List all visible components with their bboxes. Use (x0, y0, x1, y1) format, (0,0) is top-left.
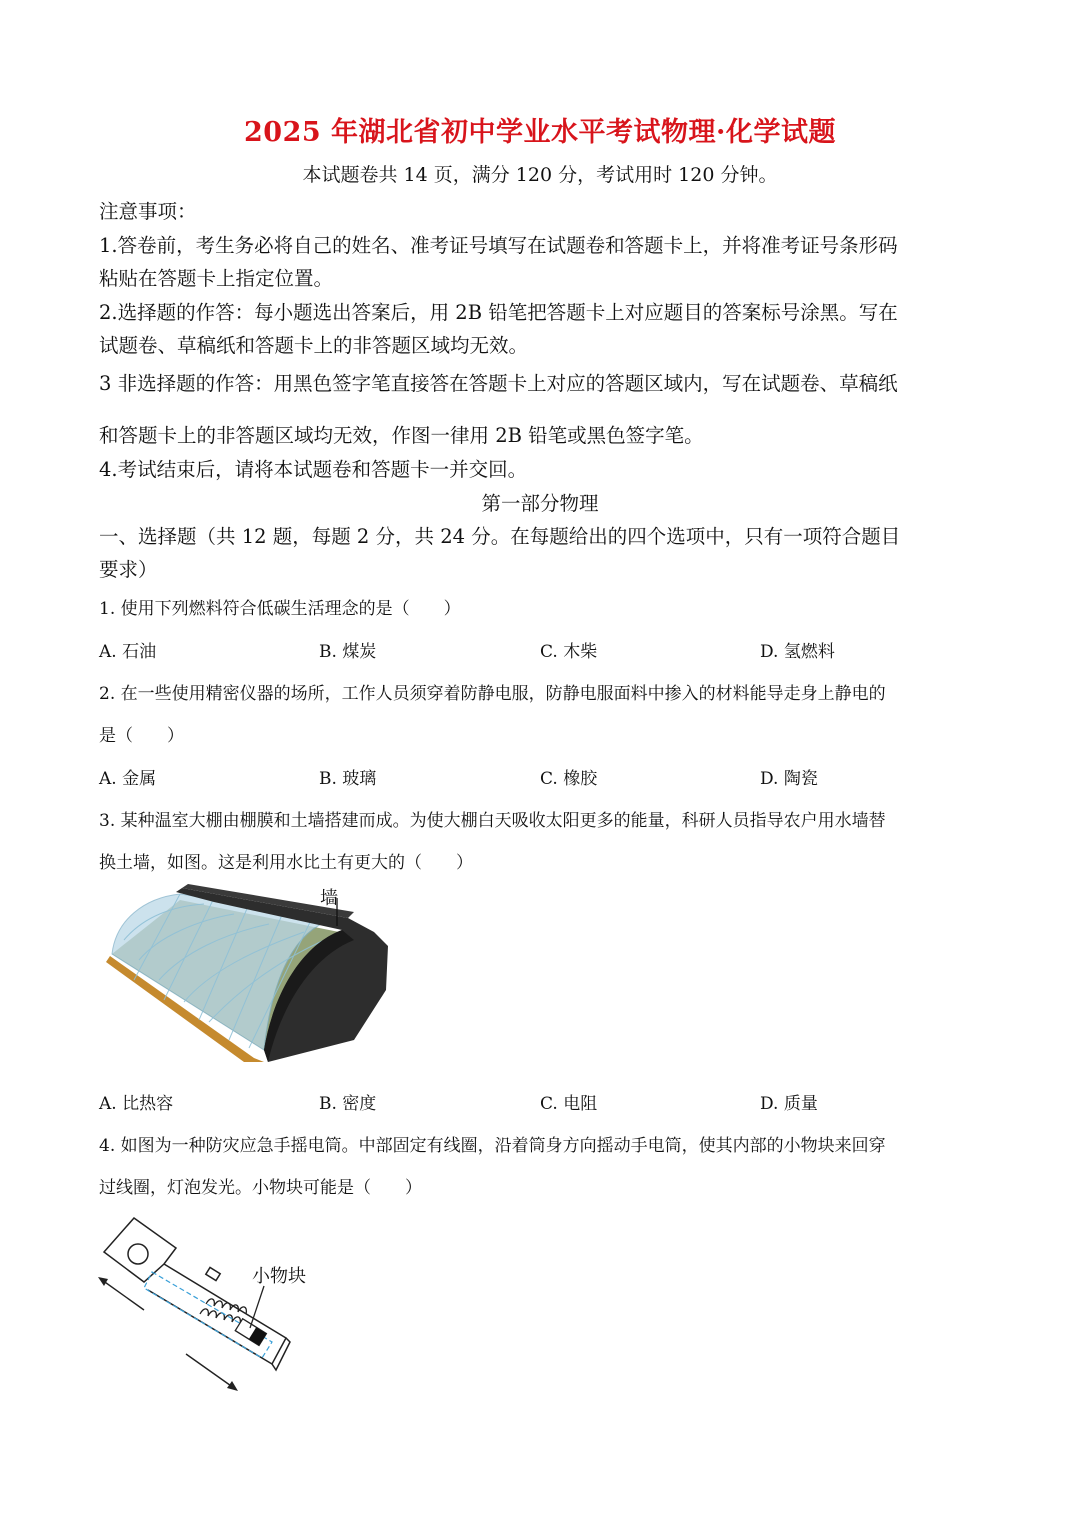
section-heading-cont: 要求） (99, 558, 158, 581)
greenhouse-figure (104, 880, 394, 1070)
question-3-cont: 换土墙，如图。这是利用水比土有更大的（ ） (99, 853, 473, 873)
q3-option-d: D. 质量 (760, 1094, 818, 1114)
question-2: 2. 在一些使用精密仪器的场所，工作人员须穿着防静电服，防静电服面料中掺入的材料能导走身上静电的 (99, 684, 886, 704)
q2-option-d: D. 陶瓷 (760, 769, 818, 789)
q3-option-c: C. 电阻 (540, 1094, 598, 1114)
notice-heading: 注意事项： (99, 200, 197, 223)
q1-option-a: A. 石油 (99, 642, 157, 662)
q2-option-b: B. 玻璃 (319, 769, 377, 789)
q1-option-d: D. 氢燃料 (760, 642, 835, 662)
notice-line: 2.选择题的作答：每小题选出答案后，用 2B 铅笔把答题卡上对应题目的答案标号涂黑。写在 (99, 301, 898, 324)
question-2-cont: 是（ ） (99, 726, 184, 746)
section-heading: 一、选择题（共 12 题，每题 2 分，共 24 分。在每题给出的四个选项中，只有一项符合题目 (99, 525, 901, 548)
q1-option-b: B. 煤炭 (319, 642, 377, 662)
q3-option-b: B. 密度 (319, 1094, 377, 1114)
notice-line: 1.答卷前，考生务必将自己的姓名、准考证号填写在试题卷和答题卡上，并将准考证号条形码 (99, 234, 898, 257)
q1-option-c: C. 木柴 (540, 642, 598, 662)
question-4-cont: 过线圈，灯泡发光。小物块可能是（ ） (99, 1178, 422, 1198)
flashlight-figure (94, 1212, 304, 1394)
question-1: 1. 使用下列燃料符合低碳生活理念的是（ ） (99, 599, 461, 619)
q3-option-a: A. 比热容 (99, 1094, 174, 1114)
notice-line: 4.考试结束后，请将本试题卷和答题卡一并交回。 (99, 458, 528, 481)
exam-info: 本试题卷共 14 页，满分 120 分，考试用时 120 分钟。 (302, 164, 778, 186)
notice-line: 试题卷、草稿纸和答题卡上的非答题区域均无效。 (99, 334, 529, 357)
q2-option-c: C. 橡胶 (540, 769, 598, 789)
part-title: 第一部分物理 (481, 492, 599, 515)
wall-label: 墙 (320, 888, 338, 909)
question-3: 3. 某种温室大棚由棚膜和土墙搭建而成。为使大棚白天吸收太阳更多的能量，科研人员指导农户用水墙替 (99, 811, 886, 831)
notice-line: 3 非选择题的作答：用黑色签字笔直接答在答题卡上对应的答题区域内，写在试题卷、草稿纸 (99, 372, 898, 395)
notice-line: 粘贴在答题卡上指定位置。 (99, 267, 334, 290)
small-block-label: 小物块 (252, 1266, 306, 1287)
question-4: 4. 如图为一种防灾应急手摇电筒。中部固定有线圈，沿着筒身方向摇动手电筒，使其内部的小物块来回穿 (99, 1136, 886, 1156)
page-title: 2025 年湖北省初中学业水平考试物理·化学试题 (244, 117, 836, 148)
notice-line: 和答题卡上的非答题区域均无效，作图一律用 2B 铅笔或黑色签字笔。 (99, 424, 704, 447)
q2-option-a: A. 金属 (99, 769, 157, 789)
